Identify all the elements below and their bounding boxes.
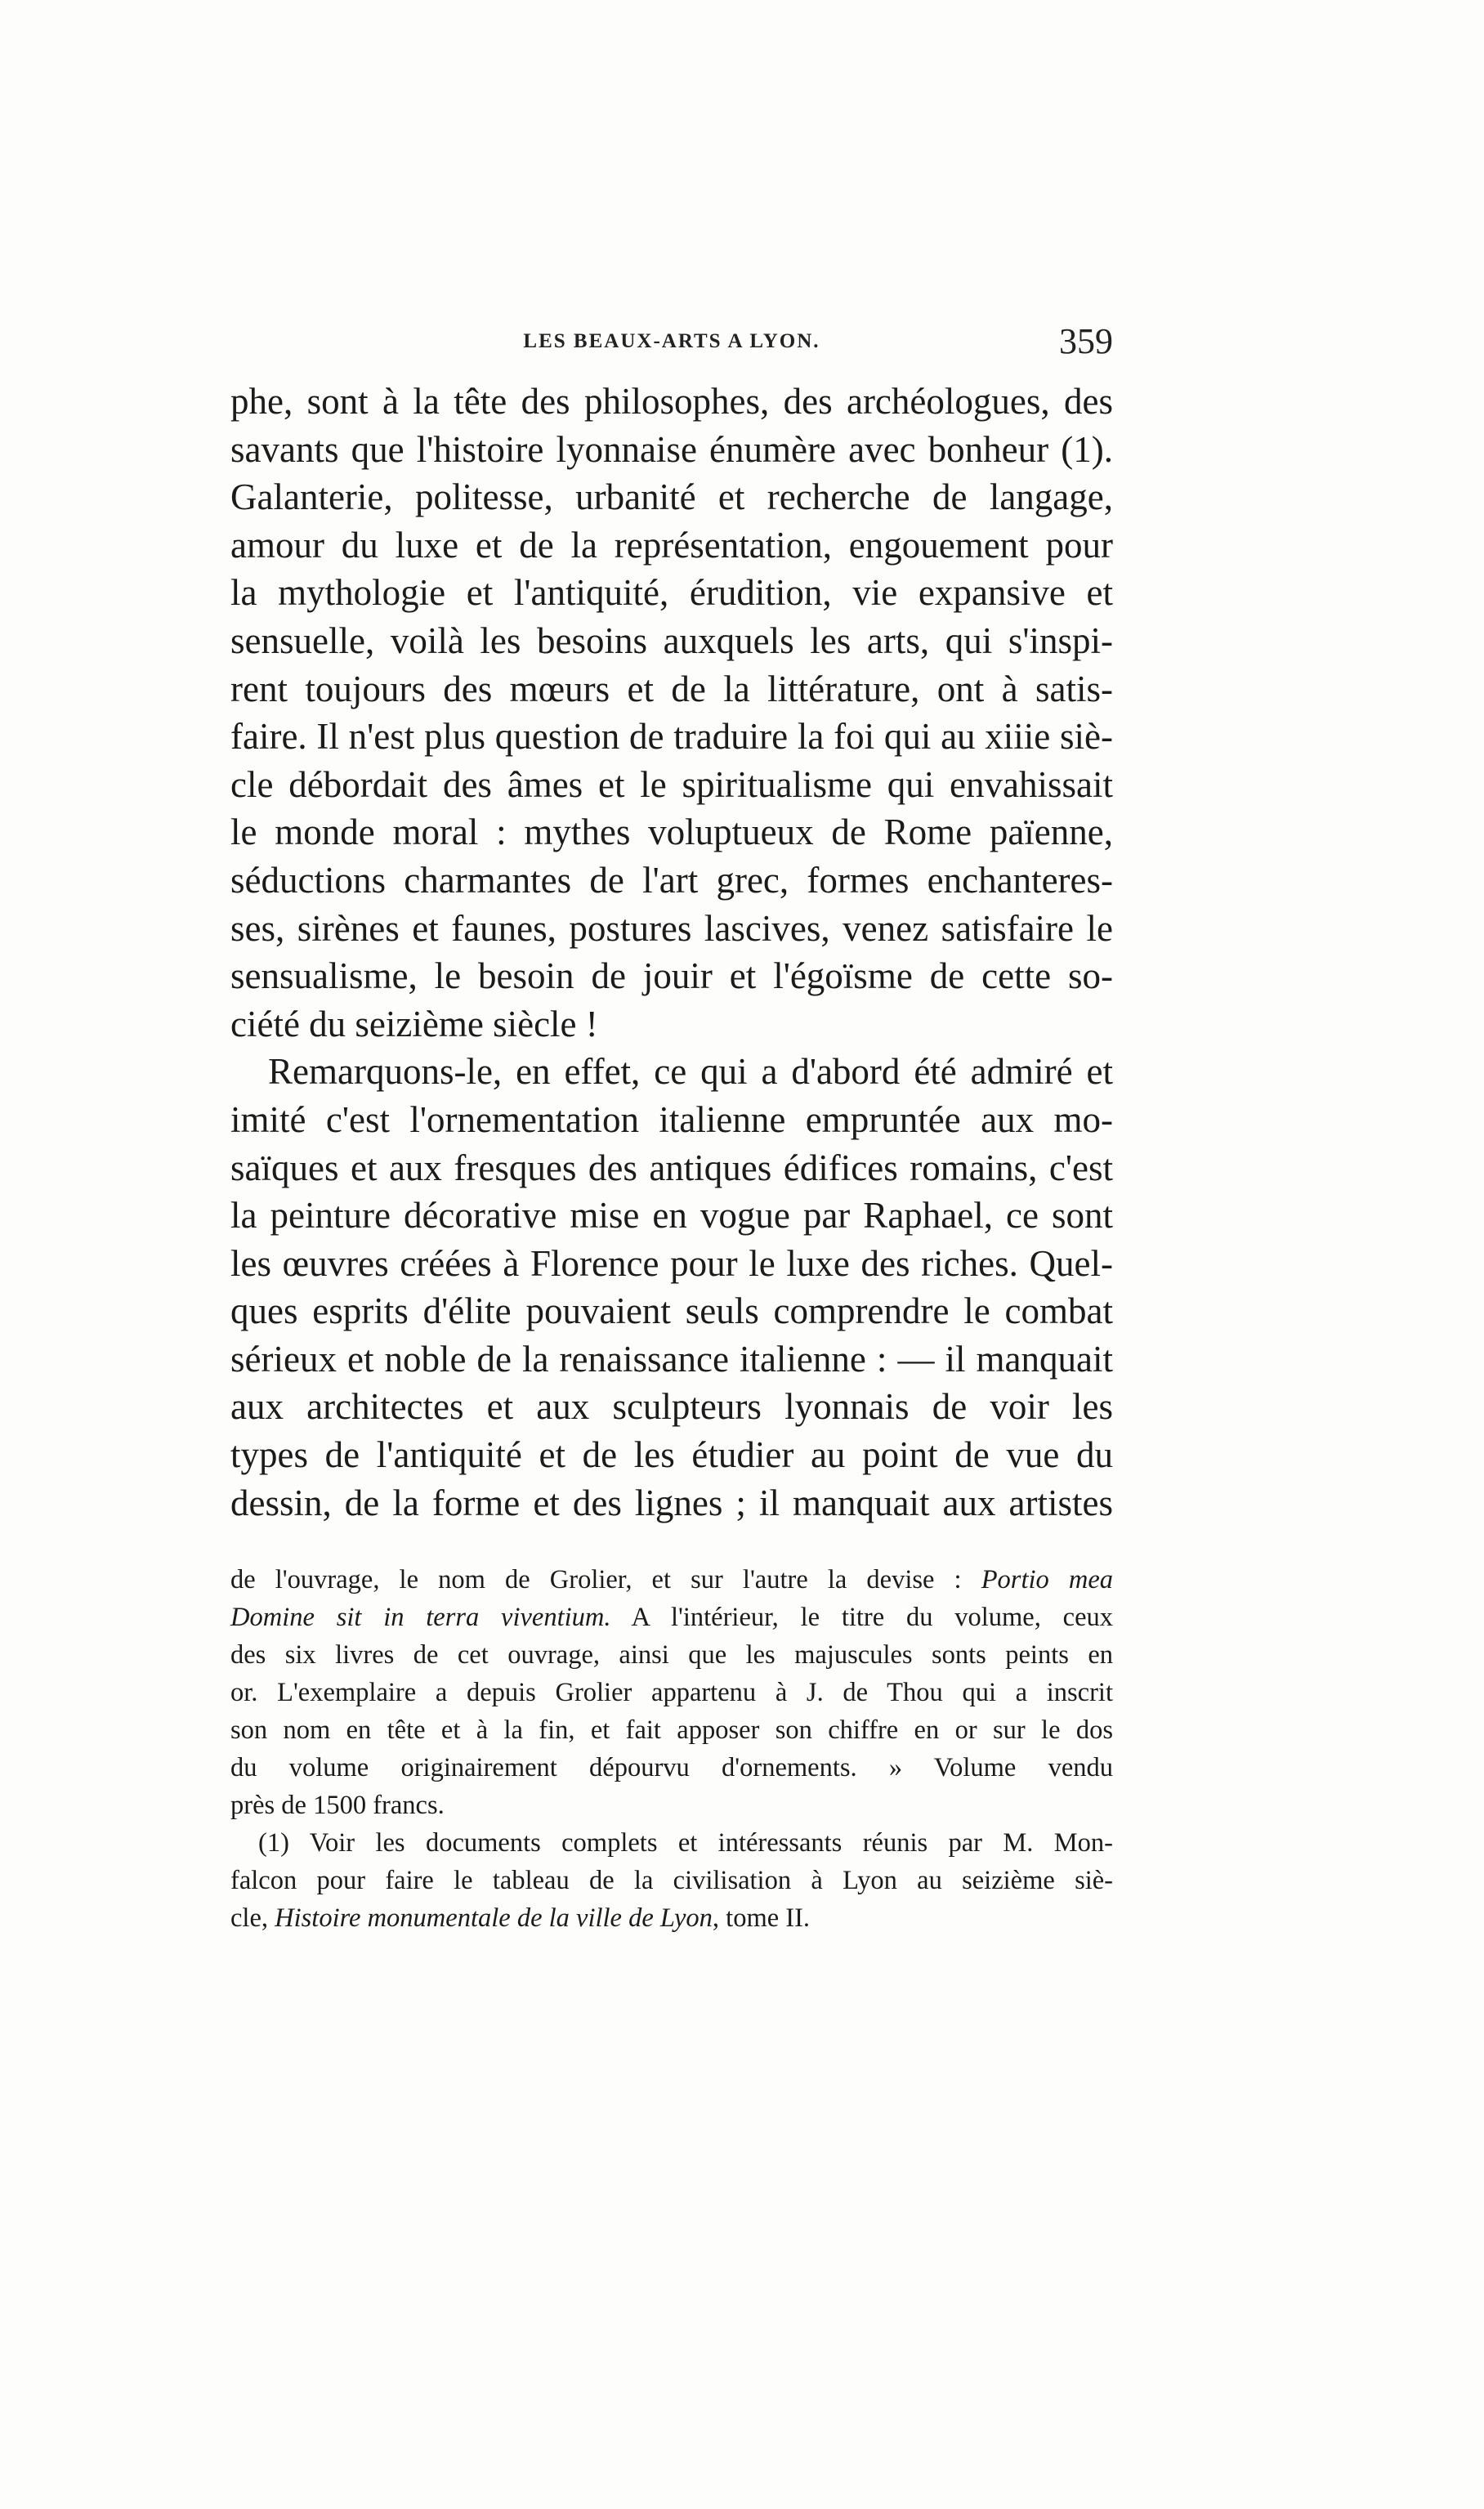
footnote-continued-line: or. L'exemplaire a depuis Grolier appartenu à J. de Thou qui a inscrit (230, 1678, 1113, 1707)
body-line: phe, sont à la tête des philosophes, des archéologues, des (230, 381, 1113, 422)
footnote-text: A l'intérieur, le titre du volume, ceux (610, 1603, 1113, 1632)
body-line: ses, sirènes et faunes, postures lascives, venez satisfaire le (230, 907, 1113, 949)
body-line: savants que l'histoire lyonnaise énumère avec bonheur (1). (230, 428, 1113, 470)
body-line: ques esprits d'élite pouvaient seuls comprendre le combat (230, 1290, 1113, 1332)
body-line: sensualisme, le besoin de jouir et l'égoïsme de cette so- (230, 955, 1113, 997)
paragraph-start-line: Remarquons-le, en effet, ce qui a d'abord été admiré et (268, 1051, 1113, 1093)
footnote-1-line: falcon pour faire le tableau de la civilisation à Lyon au seizième siè- (230, 1866, 1113, 1895)
body-line: rent toujours des mœurs et de la littérature, ont à satis- (230, 668, 1113, 709)
body-line: séductions charmantes de l'art grec, formes enchanteres- (230, 859, 1113, 901)
body-line: types de l'antiquité et de les étudier au point de vue du (230, 1434, 1113, 1476)
footnotes (230, 1561, 1113, 1937)
body-line: saïques et aux fresques des antiques édifices romains, c'est (230, 1147, 1113, 1188)
body-line: dessin, de la forme et des lignes ; il manquait aux artistes (230, 1482, 1113, 1523)
footnote-1-line: (1) Voir les documents complets et intéressants réunis par M. Mon- (258, 1828, 1113, 1858)
body-line: faire. Il n'est plus question de traduire la foi qui au xiiie siè- (230, 716, 1113, 758)
body-line: sensuelle, voilà les besoins auxquels les arts, qui s'inspi- (230, 619, 1113, 661)
footnote-continued-line: son nom en tête et à la fin, et fait apposer son chiffre en or sur le dos (230, 1715, 1113, 1745)
footnote-continued-line (230, 1599, 1113, 1636)
footnote-italic-text: Domine sit in terra viventium. (230, 1603, 611, 1632)
body-line: imité c'est l'ornementation italienne empruntée aux mo- (230, 1098, 1113, 1140)
footnote-italic-text: Portio mea (981, 1565, 1113, 1594)
running-head (230, 320, 1113, 369)
footnote-1-line (230, 1899, 1113, 1937)
footnote-continued-line (230, 1561, 1113, 1599)
body-line: Galanterie, politesse, urbanité et recherche de langage, (230, 476, 1113, 518)
footnote-text: , tome II. (712, 1903, 811, 1933)
body-line: les œuvres créées à Florence pour le luxe des riches. Quel- (230, 1242, 1113, 1284)
footnote-continued-line: des six livres de cet ouvrage, ainsi que les majuscules sonts peints en (230, 1640, 1113, 1670)
footnote-continued-line: près de 1500 francs. (230, 1791, 445, 1820)
running-title: LES BEAUX-ARTS A LYON. (523, 330, 820, 352)
footnote-italic-title: Histoire monumentale de la ville de Lyon (275, 1903, 713, 1933)
body-line: la peinture décorative mise en vogue par Raphael, ce sont (230, 1195, 1113, 1237)
footnote-text: de l'ouvrage, le nom de Grolier, et sur l'autre la devise : (230, 1565, 981, 1594)
body-line: la mythologie et l'antiquité, érudition, vie expansive et (230, 572, 1113, 614)
page-number: 359 (1059, 321, 1113, 361)
body-line: ciété du seizième siècle ! (230, 1003, 598, 1044)
footnote-text: cle, (230, 1903, 275, 1933)
body-line: sérieux et noble de la renaissance italienne : — il manquait (230, 1338, 1113, 1380)
body-line: aux architectes et aux sculpteurs lyonnais de voir les (230, 1386, 1113, 1428)
body-line: cle débordait des âmes et le spiritualisme qui envahissait (230, 763, 1113, 805)
body-line: le monde moral : mythes voluptueux de Rome païenne, (230, 812, 1113, 853)
body-line: amour du luxe et de la représentation, engouement pour (230, 524, 1113, 566)
footnote-continued-line: du volume originairement dépourvu d'ornements. » Volume vendu (230, 1753, 1113, 1782)
body-text (230, 378, 1113, 1527)
